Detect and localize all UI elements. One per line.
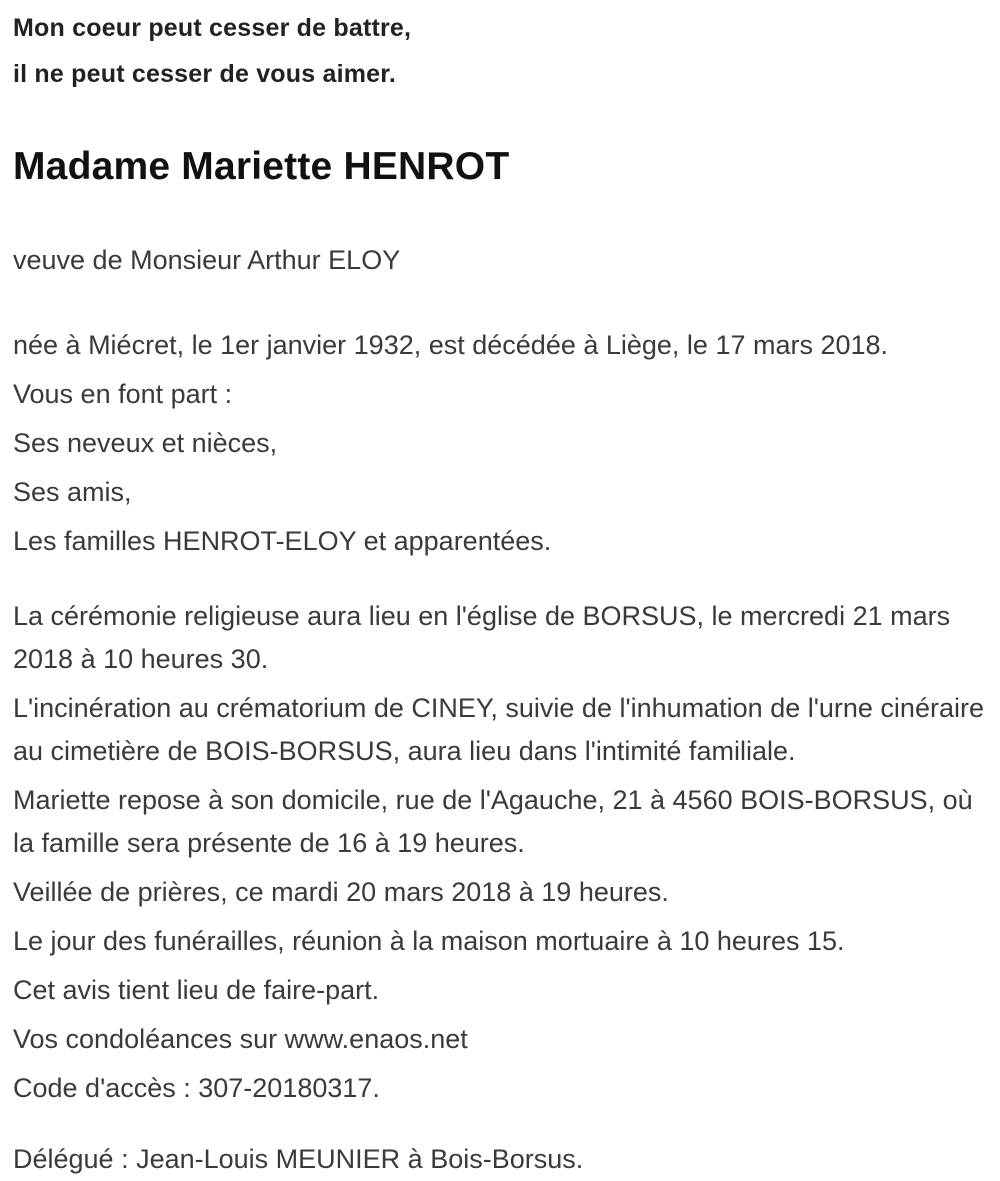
mourner-line-friends: Ses amis, bbox=[13, 477, 132, 507]
vigil-info: Veillée de prières, ce mardi 20 mars 2018 à 19 heures. bbox=[13, 877, 669, 907]
notice-body bbox=[13, 324, 989, 1181]
delegate-line: Délégué : Jean-Louis MEUNIER à Bois-Borsus. bbox=[13, 1144, 584, 1174]
announcement-intro: Vous en font part : bbox=[13, 379, 233, 409]
repose-info: Mariette repose à son domicile, rue de l'Agauche, 21 à 4560 BOIS-BORSUS, où la famille sera présente de 16 à 19 heures. bbox=[13, 785, 973, 858]
spouse-line: veuve de Monsieur Arthur ELOY bbox=[13, 245, 401, 275]
birth-death-line: née à Miécret, le 1er janvier 1932, est décédée à Liège, le 17 mars 2018. bbox=[13, 330, 889, 360]
access-code-line: Code d'accès : 307-20180317. bbox=[13, 1073, 380, 1103]
deceased-name-title: Madame Mariette HENROT bbox=[13, 145, 510, 188]
mourner-line-families: Les familles HENROT-ELOY et apparentées. bbox=[13, 526, 552, 556]
cremation-info: L'incinération au crématorium de CINEY, suivie de l'inhumation de l'urne cinéraire au cimetière de BOIS-BORSUS, aura lieu dans l'intimité familiale. bbox=[13, 693, 984, 766]
ceremony-info: La cérémonie religieuse aura lieu en l'église de BORSUS, le mercredi 21 mars 2018 à 10 heures 30. bbox=[13, 601, 951, 674]
quote-line-1: Mon coeur peut cesser de battre, bbox=[13, 14, 412, 42]
mourner-line-nephews: Ses neveux et nièces, bbox=[13, 428, 278, 458]
faire-part-note: Cet avis tient lieu de faire-part. bbox=[13, 975, 380, 1005]
funeral-day-info: Le jour des funérailles, réunion à la maison mortuaire à 10 heures 15. bbox=[13, 926, 845, 956]
quote-line-2: il ne peut cesser de vous aimer. bbox=[13, 60, 396, 88]
memorial-quote bbox=[13, 14, 990, 88]
condolences-line: Vos condoléances sur www.enaos.net bbox=[13, 1024, 468, 1054]
